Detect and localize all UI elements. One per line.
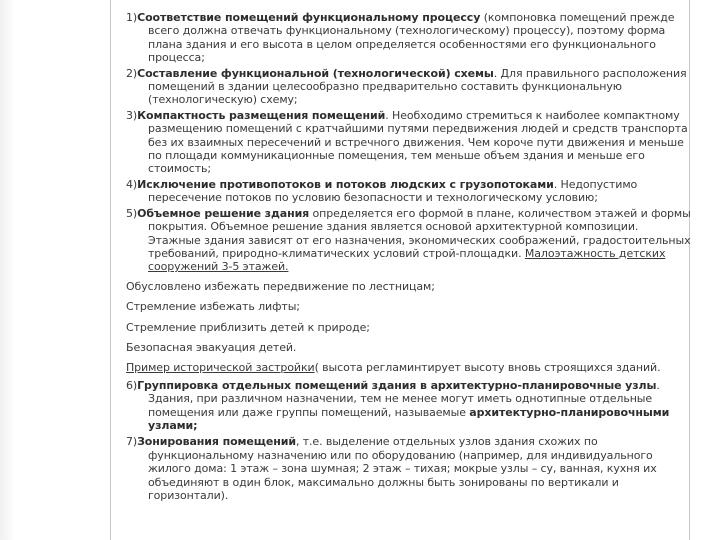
item-heading: Группировка отдельных помещений здания в архитектурно-планировочные узлы (137, 378, 657, 392)
historic-underlined: Пример исторической застройки (126, 361, 315, 375)
item-number: 2) (126, 66, 138, 80)
item-text: определяется его формой в плане, количеством этажей и формы покрытия. Объемное решение здания является основой архитектурной композиции. Этажные здания зависят от его назначения, экономических соображений, градостоительных требований, природно-климатических условий строй-площадки. (148, 206, 691, 260)
item-number: 3) (126, 108, 138, 122)
item-text: . Недопустимо пересечение потоков по условию безопасности и технологическому условию; (148, 177, 638, 205)
left-decorative-band (0, 0, 14, 540)
item-number: 5) (126, 206, 138, 220)
item-number: 6) (126, 378, 138, 392)
document-body (126, 11, 692, 504)
item-text: . Необходимо стремиться к наиболее компактному размещению помещений с кратчайшими путями передвижения людей и средств транспорта без их взаимных пересечений и встречного движения. Чем короче пути движения и меньше по площади коммуникационные помещения, тем меньше объем здания и меньше его стоимость; (148, 108, 688, 176)
item-text: (компоновка помещений прежде всего должна отвечать функциональному (технологическому) процессу), поэтому форма плана здания и его высота в целом определяется особенностями его функционального процесса; (148, 11, 675, 65)
list-item-7 (126, 435, 692, 502)
item-text: , т.е. выделение отдельных узлов здания схожих по функциональному назначению или по оборудованию (например, для индивидуального жилого дома: 1 этаж – зона шумная; 2 этаж – тихая; мокрые узлы – су, ванная, кухня их объединяют в один блок, максимально должны быть зонированы по вертикали и горизонтали). (148, 435, 657, 502)
plain-line-1: Обусловлено избежать передвижение по лестницам; (126, 279, 435, 293)
list-item-3 (126, 109, 692, 176)
plain-line-4: Безопасная эвакуация детей. (126, 340, 297, 354)
item-heading: Компактность размещения помещений (137, 108, 386, 122)
item-heading-2: архитектурно-планировочными узлами; (148, 405, 670, 432)
list-item-1 (126, 11, 692, 65)
item-number: 1) (126, 11, 138, 24)
list-item-4 (126, 178, 692, 205)
item-number: 7) (126, 435, 138, 449)
list-item-6 (126, 379, 692, 433)
item-text: . Для правильного расположения помещений в здании целесообразно предварительно составить функциональную (технологическую) схему; (148, 66, 687, 107)
item-number: 4) (126, 177, 138, 191)
plain-line-2: Стремление избежать лифты; (126, 300, 300, 314)
historic-note (126, 361, 692, 374)
item-heading: Зонирования помещений (137, 435, 296, 449)
item-heading: Составление функциональной (технологической) схемы (137, 66, 494, 80)
item-underlined-note: Малоэтажность детских сооружений 3-5 этажей. (148, 246, 666, 274)
list-item-5 (126, 207, 692, 274)
list-item-2 (126, 67, 692, 107)
item-heading: Соответствие помещений функциональному процессу (137, 11, 481, 24)
historic-text: ( высота регламинтирует высоту вновь строящихся зданий. (314, 361, 661, 375)
plain-line-3: Стремление приблизить детей к природе; (126, 320, 370, 334)
item-heading: Исключение противопотоков и потоков людских с грузопотоками (137, 177, 554, 191)
item-text: . Здания, при различном назначении, тем не менее могут иметь однотипные отдельные помещения или даже группы помещений, называемые (148, 378, 660, 419)
item-heading: Объемное решение здания (137, 206, 310, 220)
